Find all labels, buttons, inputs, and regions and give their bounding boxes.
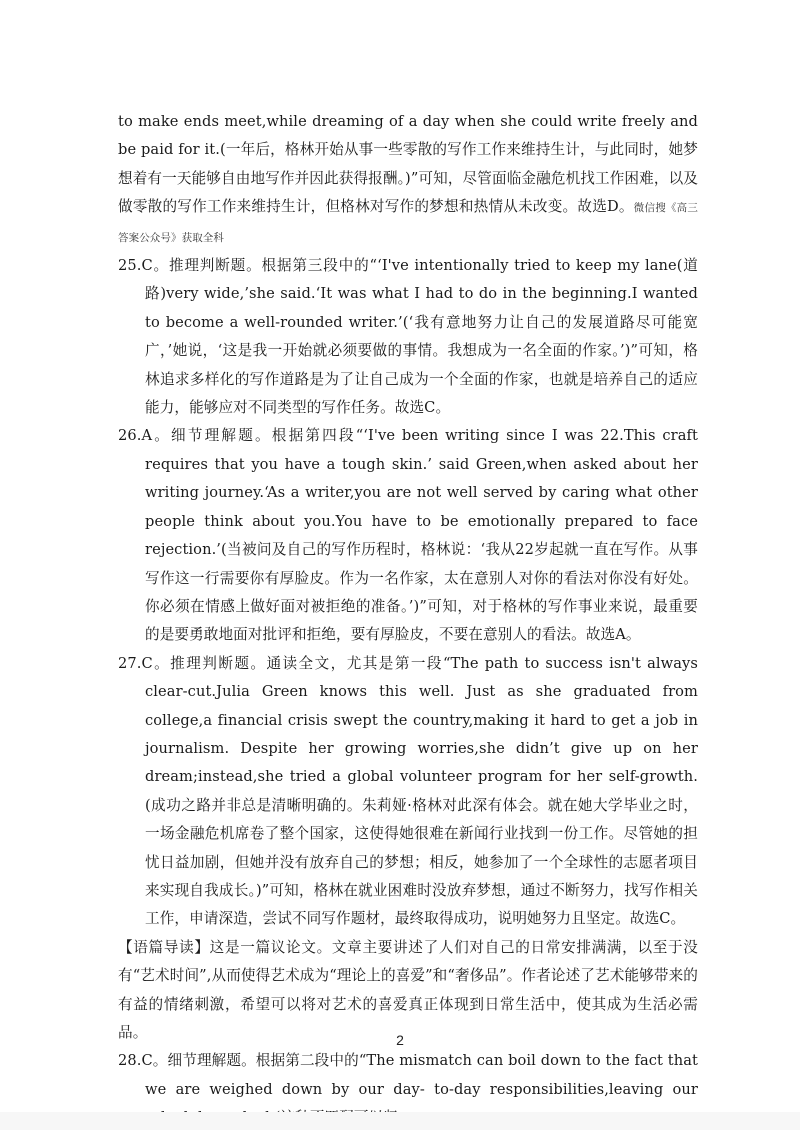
answer-explanations bbox=[118, 108, 698, 1133]
page-number: 2 bbox=[396, 1032, 404, 1048]
paragraph-continuation bbox=[118, 108, 698, 252]
answer-25: 25.C。推理判断题。根据第三段中的“‘I've intentionally tried to keep my lane(道路)very wide,’she said.‘It was what I had to do in the beginning.I wanted to become a well-rounded writer.’(‘我有意地努力让自己的发展道路尽可能宽广，’她说，‘这是我一开始就必须要做的事情。我想成为一名全面的作家。’)”可知，格林追求多样化的写作道路是为了让自己成为一个全面的作家，也就是培养自己的适应能力，能够应对不同类型的写作任务。故选C。 bbox=[118, 257, 698, 417]
answer-28: 28.C。细节理解题。根据第二段中的“The mismatch can boil down to the fact that we are weighed down by our day- to-day responsibilities,leaving our bbox=[118, 1052, 698, 1098]
answer-26: 26.A。细节理解题。根据第四段“‘I've been writing since I was 22.This craft requires that you have a tough skin.’ said Green,when asked about her writing journey.‘As a writer,you are not well served by caring what other people think about you.You have to be emotionally prepared to face rejection.’(当被问及自己的写作历程时，格林说：‘我从22岁起就一直在写作。从事写作这一行需要你有厚脸皮。作为一名作家，太在意别人对你的看法对你没有好处。你必须在情感上做好面对被拒绝的准备。’)”可知，对于格林的写作事业来说，最重要的是要勇敢地面对批评和拒绝，要有厚脸皮，不要在意别人的看法。故选A。 bbox=[118, 427, 698, 644]
scan-bottom-edge bbox=[0, 1112, 800, 1130]
paragraph-text: to make ends meet,while dreaming of a day when she could write freely and be paid for it.(一年后，格林开始从事一些零散的写作工作来维持生计，与此同时，她梦想着有一天能够自由地写作并因此获得报酬。)”可知，尽管面临金融危机找工作困难，以及做零散的写作工作来维持生计，但格林对写作的梦想和热情从未改变。故选D。 bbox=[118, 113, 698, 216]
watermark-note: 微信搜《高三答案公众号》获取全科 bbox=[118, 202, 698, 244]
reading-guide: 【语篇导读】这是一篇议论文。文章主要讲述了人们对自己的日常安排满满，以至于没有“艺术时间”,从而使得艺术成为“理论上的喜爱”和“奢侈品”。作者论述了艺术能够带来的有益的情绪刺激，希望可以将对艺术的喜爱真正体现到日常生活中，使其成为生活必需品。 bbox=[118, 938, 698, 1041]
answer-27: 27.C。推理判断题。通读全文，尤其是第一段“The path to success isn't always clear-cut.Julia Green knows this well. Just as she graduated from college,a financial crisis swept the country,making it hard to get a job in journalism. Despite her growing worries,she didn’t give up on her dream;instead,she tried a global volunteer program for her self-growth.(成功之路并非总是清晰明确的。朱莉娅·格林对此深有体会。就在她大学毕业之时，一场金融危机席卷了整个国家，这使得她很难在新闻行业找到一份工作。尽管她的担忧日益加剧，但她并没有放弃自己的梦想；相反，她参加了一个全球性的志愿者项目来实现自我成长。)”可知，格林在就业困难时没放弃梦想，通过不断努力，找写作相关工作，申请深造，尝试不同写作题材，最终取得成功，说明她努力且坚定。故选C。 bbox=[118, 654, 698, 928]
